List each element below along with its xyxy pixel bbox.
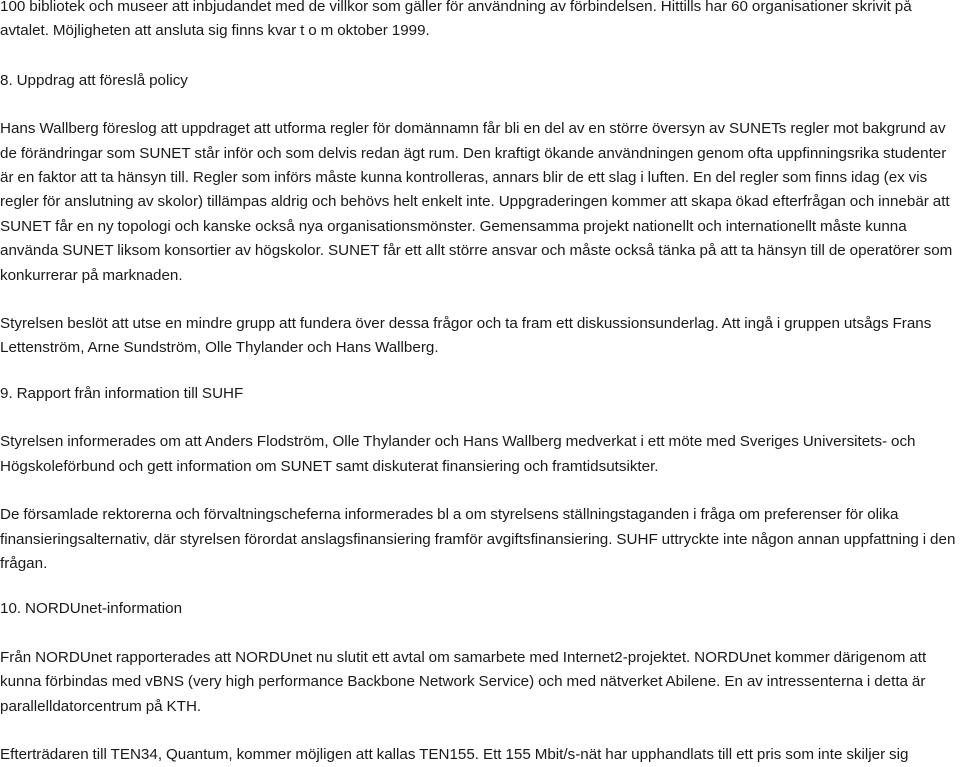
section-10-heading: 10. NORDUnet-information (0, 600, 183, 618)
section-10-paragraph-1: Från NORDUnet rapporterades att NORDUnet nu slutit ett avtal om samarbete med Internet2-projektet. NORDUnet kommer därigenom att kunna förbindas med vBNS (very high performance Backbone Network Service) och med nätverket Abilene. En av intressenterna i detta är parallelldatorcentrum på KTH. (0, 648, 927, 715)
section-8-paragraph-1: Hans Wallberg föreslog att uppdraget att utforma regler för domännamn får bli en del av en större översyn av SUNETs regler mot bakgrund av de förändringar som SUNET står inför och som delvis redan ägt rum. Den kraftigt ökande användningen genom ofta uppfinningsrika studenter är en faktor att ta hänsyn till. Regler som införs måste kunna kontrolleras, annars blir de ett slag i luften. En del regler som finns idag (ex vis regler för anslutning av skolor) tillämpas aldrig och behövs helt enkelt inte. Uppgraderingen kommer att skapa ökad efterfrågan och innebär att SUNET får en ny topologi och kanske också nya organisationsmönster. Gemensamma projekt nationellt och internationellt måste kunna använda SUNET liksom konsortier av högskolor. SUNET får ett allt större ansvar och måste också tänka på att ta hänsyn till de operatörer som konkurrerar på marknaden. (0, 120, 953, 284)
intro-paragraph: 100 bibliotek och museer att inbjudandet med de villkor som gäller för användning av förbindelsen. Hittills har 60 organisationer skrivit på avtalet. Möjligheten att ansluta sig finns kvar t o m oktober 1999. (0, 0, 912, 40)
section-10-paragraph-2: Efterträdaren till TEN34, Quantum, kommer möjligen att kallas TEN155. Ett 155 Mbit/s-nät har upphandlats till ett pris som inte skiljer sig (0, 745, 909, 763)
section-8-paragraph-2: Styrelsen beslöt att utse en mindre grupp att fundera över dessa frågor och ta fram ett diskussionsunderlag. Att ingå i gruppen utsågs Frans Lettenström, Arne Sundström, Olle Thylander och Hans Wallberg. (0, 315, 932, 357)
section-8-heading: 8. Uppdrag att föreslå policy (0, 71, 188, 89)
section-9-paragraph-1: Styrelsen informerades om att Anders Flodström, Olle Thylander och Hans Wallberg medverkat i ett möte med Sveriges Universitets- och Högskoleförbund och gett information om SUNET samt diskuterat finansiering och framtidsutsikter. (0, 433, 916, 475)
section-9-paragraph-2: De församlade rektorerna och förvaltningscheferna informerades bl a om styrelsens ställningstaganden i fråga om preferenser för olika finansieringsalternativ, där styrelsen förordat anslagsfinansiering framför avgiftsfinansiering. SUHF uttryckte inte någon annan uppfattning i den frågan. (0, 506, 956, 572)
section-9-heading: 9. Rapport från information till SUHF (0, 384, 244, 402)
